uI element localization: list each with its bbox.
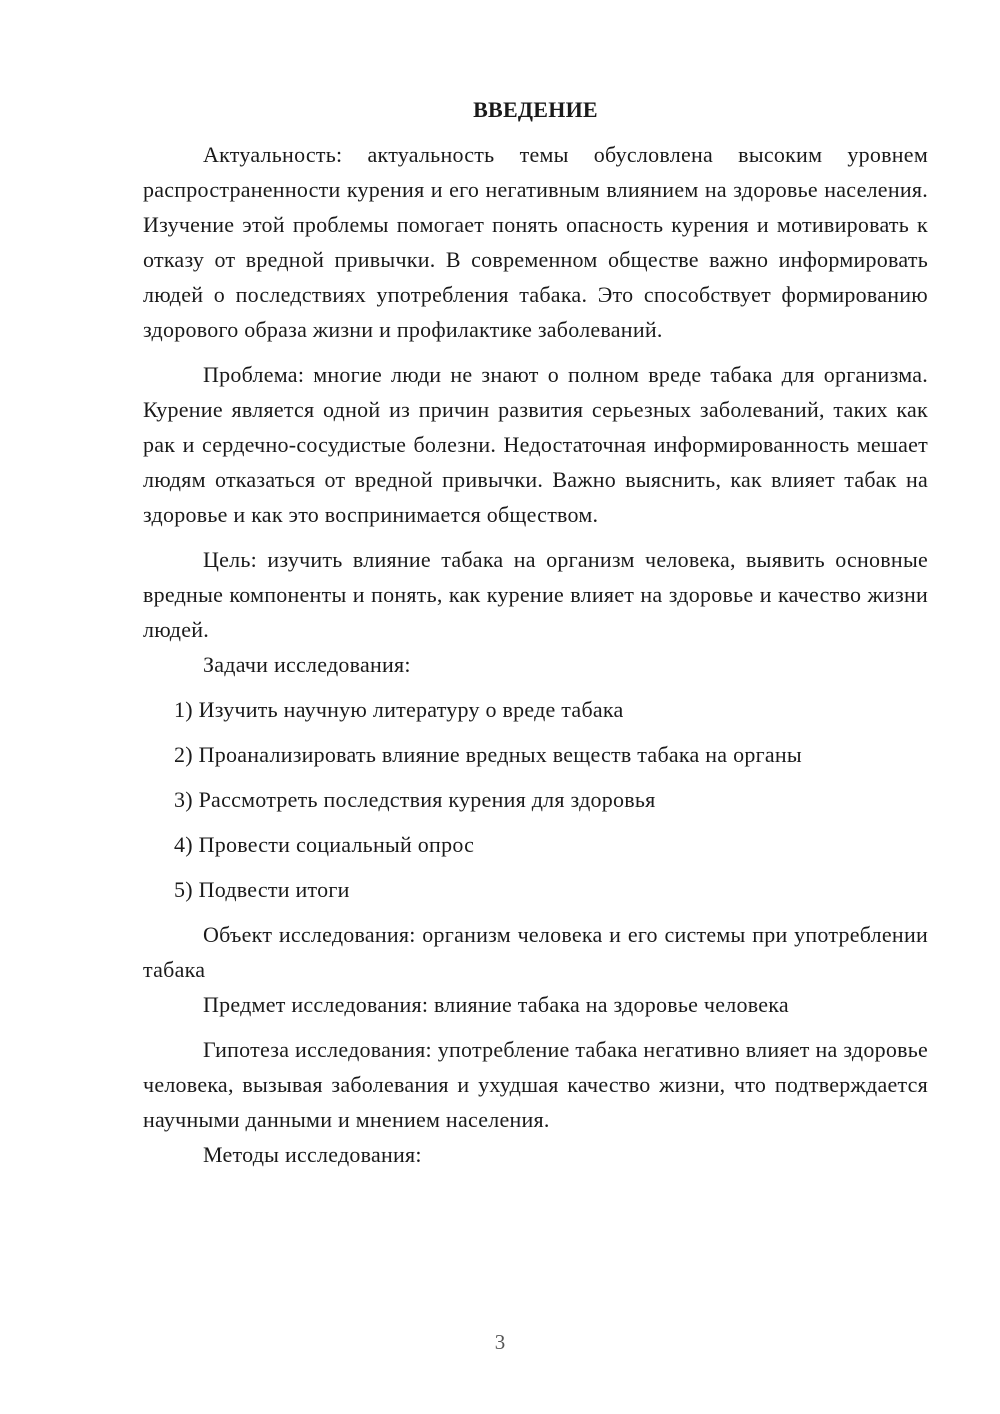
hypothesis-paragraph: Гипотеза исследования: употребление табака негативно влияет на здоровье человека, вызывая заболевания и ухудшая качество жизни, что подтверждается научными данными и мнением населения. bbox=[143, 1037, 928, 1132]
document-page bbox=[143, 92, 928, 1172]
relevance-paragraph: Актуальность: актуальность темы обусловлена высоким уровнем распространенности курения и его негативным влиянием на здоровье населения. Изучение этой проблемы помогает понять опасность курения и мотивировать к отказу от вредной привычки. В современном обществе важно информировать людей о последствиях употребления табака. Это способствует формированию здорового образа жизни и профилактике заболеваний. bbox=[143, 142, 928, 342]
list-item: 4) Провести социальный опрос bbox=[174, 832, 475, 857]
problem-paragraph: Проблема: многие люди не знают о полном вреде табака для организма. Курение является одной из причин развития серьезных заболеваний, таких как рак и сердечно-сосудистые болезни. Недостаточная информированность мешает людям отказаться от вредной привычки. Важно выяснить, как влияет табак на здоровье и как это воспринимается обществом. bbox=[143, 362, 928, 527]
subject-paragraph: Предмет исследования: влияние табака на здоровье человека bbox=[203, 992, 789, 1017]
goal-paragraph: Цель: изучить влияние табака на организм человека, выявить основные вредные компоненты и понять, как курение влияет на здоровье и качество жизни людей. bbox=[143, 547, 928, 642]
tasks-heading: Задачи исследования: bbox=[203, 652, 411, 677]
list-item: 3) Рассмотреть последствия курения для здоровья bbox=[174, 787, 656, 812]
document-title: ВВЕДЕНИЕ bbox=[473, 97, 598, 122]
page-number: 3 bbox=[494, 1330, 506, 1354]
list-item: 5) Подвести итоги bbox=[174, 877, 350, 902]
methods-heading: Методы исследования: bbox=[203, 1142, 422, 1167]
list-item: 2) Проанализировать влияние вредных веществ табака на органы bbox=[174, 742, 802, 767]
tasks-list bbox=[143, 692, 928, 907]
list-item: 1) Изучить научную литературу о вреде табака bbox=[174, 697, 624, 722]
object-paragraph: Объект исследования: организм человека и его системы при употреблении табака bbox=[143, 922, 928, 982]
